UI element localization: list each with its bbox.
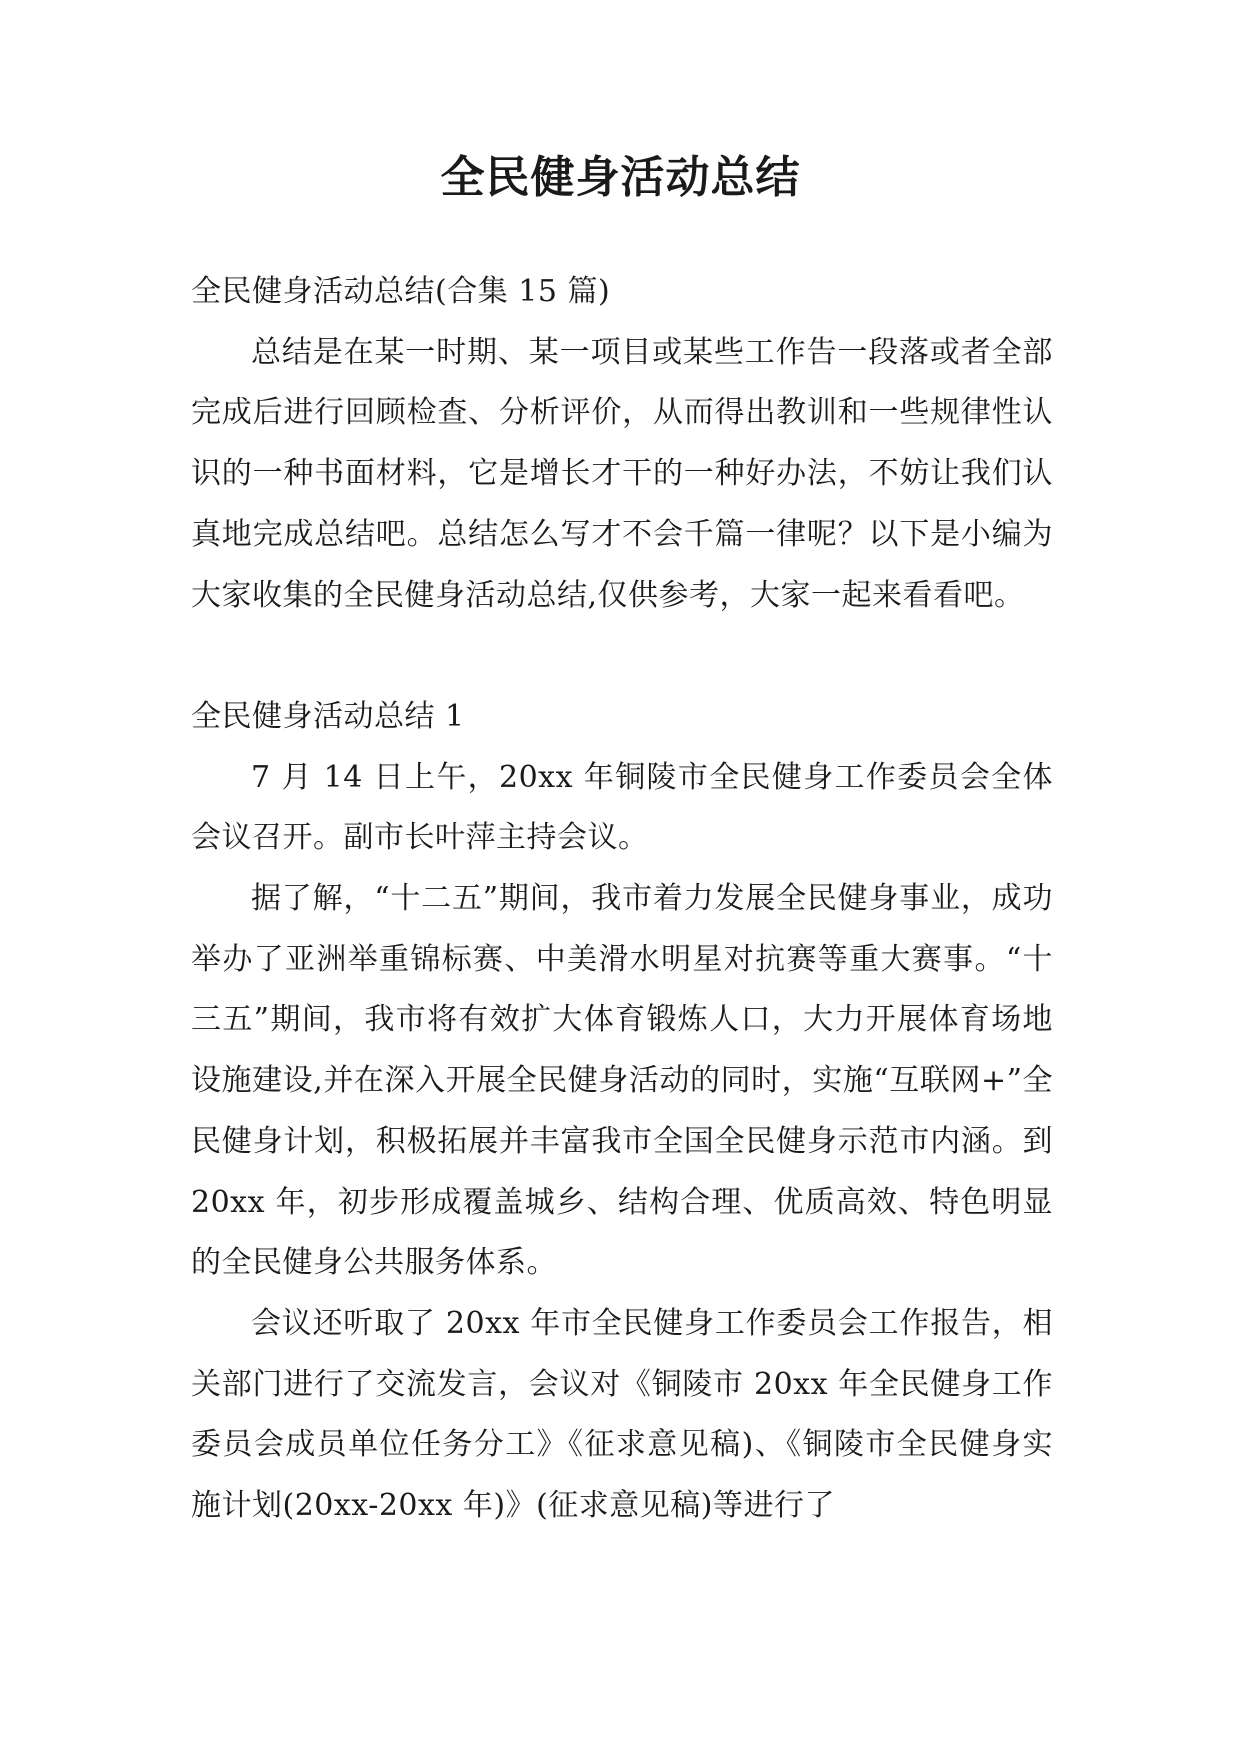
document-title: 全民健身活动总结	[440, 152, 801, 203]
document-body	[191, 262, 1053, 1537]
paragraph-spacer	[191, 626, 1053, 687]
section-paragraph-3: 会议还听取了 20xx 年市全民健身工作委员会工作报告，相关部门进行了交流发言，会议对《铜陵市 20xx 年全民健身工作委员会成员单位任务分工》《征求意见稿)、《铜陵市全民健身实施计划(20xx-20xx 年)》(征求意见稿)等进行了	[191, 1305, 1053, 1524]
section-heading: 全民健身活动总结 1	[191, 698, 465, 734]
section-paragraph-2: 据了解，“十二五”期间，我市着力发展全民健身事业，成功举办了亚洲举重锦标赛、中美滑水明星对抗赛等重大赛事。“十三五”期间，我市将有效扩大体育锻炼人口，大力开展体育场地设施建设,并在深入开展全民健身活动的同时，实施“互联网+”全民健身计划，积极拓展并丰富我市全国全民健身示范市内涵。到 20xx 年，初步形成覆盖城乡、结构合理、优质高效、特色明显的全民健身公共服务体系。	[191, 881, 1053, 1281]
section-paragraph-1: 7 月 14 日上午，20xx 年铜陵市全民健身工作委员会全体会议召开。副市长叶萍主持会议。	[191, 759, 1053, 856]
intro-paragraph: 总结是在某一时期、某一项目或某些工作告一段落或者全部完成后进行回顾检查、分析评价，从而得出教训和一些规律性认识的一种书面材料，它是增长才干的一种好办法，不妨让我们认真地完成总结吧。总结怎么写才不会千篇一律呢？以下是小编为大家收集的全民健身活动总结,仅供参考，大家一起来看看吧。	[191, 334, 1053, 613]
document-subtitle: 全民健身活动总结(合集 15 篇)	[191, 274, 611, 309]
